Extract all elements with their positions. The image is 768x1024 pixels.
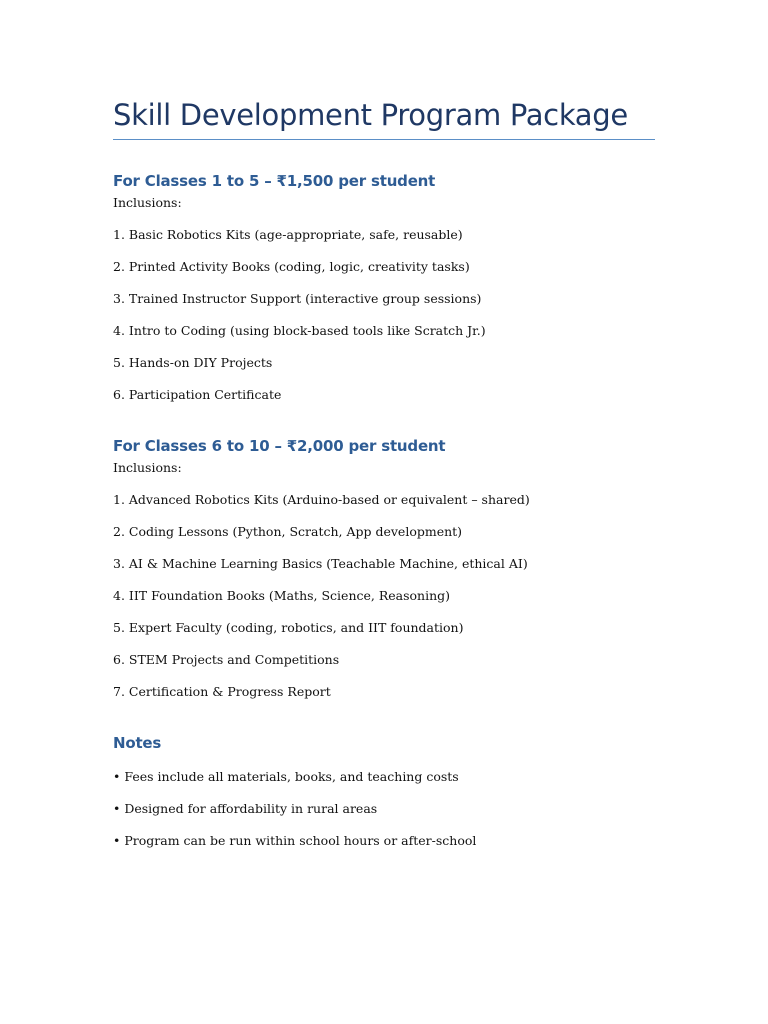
note-item: • Fees include all materials, books, and teaching costs — [113, 769, 459, 784]
list-item: 6. STEM Projects and Competitions — [113, 652, 340, 667]
section-classes-6-10 — [113, 436, 655, 700]
section-classes-1-5 — [113, 171, 655, 403]
list-item: 2. Printed Activity Books (coding, logic, creativity tasks) — [113, 259, 470, 274]
list-item: 1. Advanced Robotics Kits (Arduino-based or equivalent – shared) — [113, 492, 530, 507]
list-item: 4. IIT Foundation Books (Maths, Science, Reasoning) — [113, 588, 451, 603]
list-item: 6. Participation Certificate — [113, 387, 282, 402]
section-heading: For Classes 1 to 5 – ₹1,500 per student — [113, 172, 436, 190]
notes-heading: Notes — [113, 734, 162, 752]
note-item: • Program can be run within school hours or after-school — [113, 833, 477, 848]
inclusions-list — [113, 492, 655, 700]
list-item: 3. AI & Machine Learning Basics (Teachable Machine, ethical AI) — [113, 556, 528, 571]
inclusions-label: Inclusions: — [113, 460, 182, 475]
list-item: 5. Expert Faculty (coding, robotics, and IIT foundation) — [113, 620, 464, 635]
list-item: 7. Certification & Progress Report — [113, 684, 331, 699]
list-item: 2. Coding Lessons (Python, Scratch, App development) — [113, 524, 463, 539]
list-item: 1. Basic Robotics Kits (age-appropriate, safe, reusable) — [113, 227, 463, 242]
page-title: Skill Development Program Package — [113, 96, 655, 140]
document-page — [113, 96, 655, 849]
inclusions-list — [113, 227, 655, 403]
list-item: 4. Intro to Coding (using block-based tools like Scratch Jr.) — [113, 323, 486, 338]
list-item: 5. Hands-on DIY Projects — [113, 355, 273, 370]
section-heading: For Classes 6 to 10 – ₹2,000 per student — [113, 437, 446, 455]
section-notes — [113, 733, 655, 849]
inclusions-label: Inclusions: — [113, 195, 182, 210]
list-item: 3. Trained Instructor Support (interactive group sessions) — [113, 291, 482, 306]
note-item: • Designed for affordability in rural areas — [113, 801, 378, 816]
